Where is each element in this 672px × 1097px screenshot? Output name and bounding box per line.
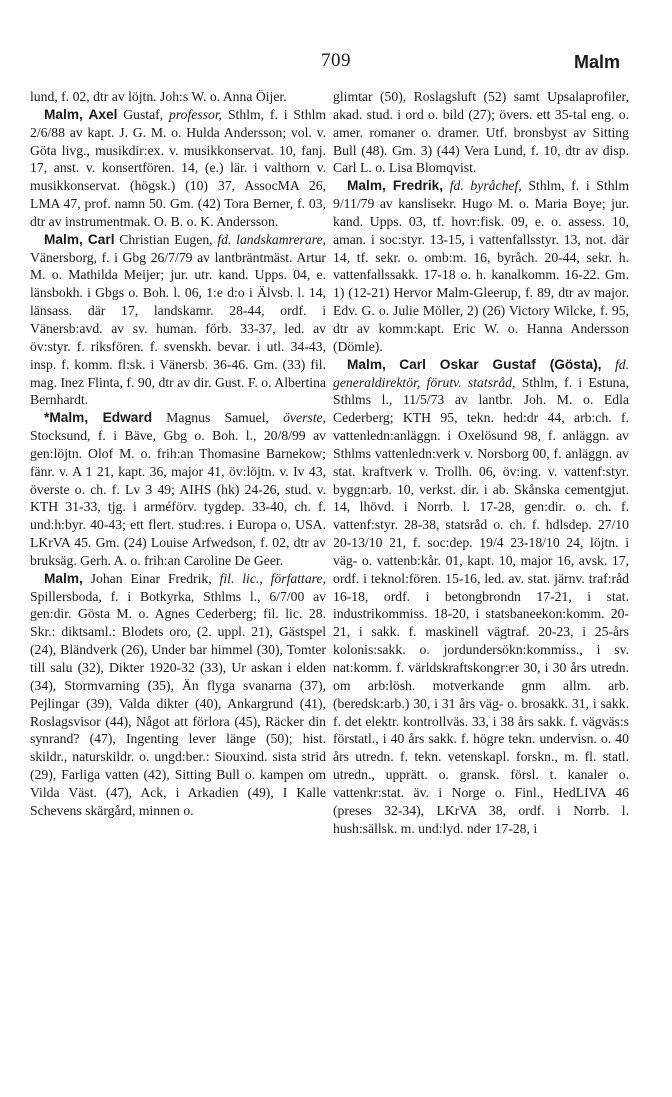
entry-text: Vänersborg, f. i Gbg 26/7/79 av lantbräntmäst. Artur M. o. Mathilda Meijer; jur. utr. kand. Upps. 04, e. länsbokh. i Gbgs o. Boh. l. 06, 1:e d:o i Älvsb. l. 14, länsass. där 17, landskamr. 28-44, ordf. i Vänersb:avd. av sv. human. förb. 33-37, led. av öv:styr. f. riksfören. f. svenskh. bevar. i utl. 34-43, insp. f. komm. fl:sk. i Vänersb. 36-46. Gm. (33) fil. mag. Inez Flinta, f. 90, dtr av dir. Gust. F. o. Albertina Bernhardt. — [30, 249, 326, 408]
entry-malm-edward — [30, 409, 326, 570]
entry-occupation: fd. byråchef, — [449, 178, 522, 194]
entry-name: Malm, Axel — [44, 106, 118, 122]
entry-malm-axel — [30, 106, 326, 231]
entry-text: Stocksund, f. i Bäve, Gbg o. Boh. l., 20/8/99 av gen:löjtn. Olof M. o. frih:an Thomasine Barnekow; fänr. v. A 1 21, kapt. 36, major 41, öv:löjtn. v. Iv 43, överste o. ch. f. Lv 3 49; AIHS (hk) 24-26, stud. v. KTH 31-33, tjg. i arméförv. tygdep. 33-40, ch. f. und:h:byr. 40-43; ett flert. stud:res. i Europa o. USA. LKrVA 45. Gm. (24) Louise Arfwedson, f. 02, dtr av bruksäg. Gerh. A. o. frih:an Caroline De Geer. — [30, 428, 326, 568]
entry-given-names: Christian Eugen, — [119, 231, 213, 247]
entry-malm-einar — [30, 570, 326, 820]
entry-name: Malm, — [347, 356, 386, 372]
entry-occupation: fd. generaldirektör, förutv. statsråd, — [333, 356, 630, 390]
entry-text: Sthlm, f. i Estuna, Sthlms l., 11/5/73 av lantbr. Joh. M. o. Edla Cederberg; KTH 95, tekn. hed:dr 44, arb:ch. f. vattenledn:anläggn. i Oxelösund 98, f. anläggn. av Sthlms vattenledn:verk v. Norsborg 00, f. anläggn. av stat. kraftverk v. Trollh. 06, öv:ing. v. vattenf:styr. byggn:arb. 10, verkst. dir. i ab. Skånska cementgjut. 14, lhövd. i Norrb. l. 17-28, gen:dir. o. ch. f. vattenf:styr. 28-38, statsråd o. ch. f. hdlsdep. 27/10 20-13/10 21, f. soc:dep. 19/4 23-18/10 24, löjtn. i väg- o. vattenb:kår. 01, kapt. 10, major 16, avsk. 17, ordf. i teknol:fören. 15-16, led. av. stat. järnv. traf:råd 16-18, ordf. i betongbrondn 17-21, i stat. industrikommiss. 18-20, i statsbaneekon:komm. 20-21, i sakk. f. maskinell vägtraf. 20-23, i 25-års kolonis:sakk. o. jordundersökn:kommiss., i sv. nat:komm. f. världskraftskongr:er 30, i 30 års utredn. om arb:lösh. motverkande gnm allm. arb. (beredsk:arb.) 30, i 31 års väg- o. brosakk. 31, i sakk. f. det elektr. kontrollväs. 33, i 38 års sakk. f. vägväs:s förstatl., i 40 års sakk. f. högre tekn. undervisn. o. 40 års utredn. f. tekn. vetenskapl. forskn., m. fl. statl. utredn., upprätt. o. gransk. försl. t. kanaler o. vattenkr:stat. äv. i Norge o. Finl., HedLIVA 46 (preses 32-34), LKrVA 38, ordf. i Norrb. l. hush:sällsk. m. und:lyd. nder 17-28, i — [333, 374, 630, 836]
entry-malm-gosta — [333, 356, 629, 838]
entry-occupation: överste, — [283, 410, 327, 426]
entry-occupation: fd. landskamrerare, — [217, 231, 327, 247]
entry-text: Spillersboda, f. i Botkyrka, Sthlms l., 6/7/00 av gen:dir. Gösta M. o. Agnes Cederberg; fil. lic. 28. Skr.: diktsaml.: Blodets oro, (2. uppl. 21), Gästspel (24), Bländverk (26), Under bar himmel (30), Tomter till salu (32), Dikter 1920-32 (33), Ur askan i elden (34), Stormvarning (35), Än flyga svanarna (37), Pejlingar (39), Valda dikter (40), Ankargrund (41), Roslagsvisor (44), Något att förlora (45), Räcker din synrand? (47), Ingenting lever länge (50); hist. skildr., naturskildr. o. ungd:ber.: Siouxind. sista strid (29), Farliga vatten (42), Sitting Bull o. kampen om Vilda Väst. (47), Ack, i Arkadien (49), I Kalle Schevens skärgård, minnen o. — [30, 588, 326, 818]
left-column — [30, 88, 326, 820]
running-head: Malm — [573, 52, 620, 72]
entry-name: Malm, Carl — [44, 231, 115, 247]
entry-text: Sthlm, f. i Sthlm 2/6/88 av kapt. J. G. M. o. Hulda Andersson; vol. v. Göta livg., musikdir:ex. v. musikkonservat. 10, fanj. 17, anst. v. konsertfören. 14, (e.) lär. i valthorn v. musikkonservat. (högsk.) (10) 37, AssocMA 26, LMA 47, prof. namn 50. Gm. (42) Tora Berner, f. 03, dtr av instrumentmak. O. B. o. K. Andersson. — [30, 106, 327, 229]
right-column — [333, 88, 629, 837]
entry-occupation: professor, — [168, 106, 223, 122]
entry-text: Sthlm, f. i Sthlm 9/11/79 av kanslisekr. Hugo M. o. Maria Boye; jur. kand. Upps. 03, tf. hovr:fisk. 09, e. o. assess. 10, aman. i soc:styr. 13-15, i vattenfallsstyr. 13, not. där 14, tf. sekr. o. omb:m. 16, byråch. 20-44, sekr. h. vattenfallssakk. 17-18 o. h. kanalkomm. 16-22. Gm. 1) (12-21) Hervor Malm-Gleerup, f. 89, dtr av major. Edv. G. o. Julie Möller, 2) (26) Victory Wilcke, f. 95, dtr av komm:kapt. Eric W. o. Hanna Andersson (Dömle). — [333, 178, 629, 354]
entry-name: Malm, Fredrik, — [347, 178, 444, 194]
entry-malm-fredrik — [333, 177, 629, 355]
entry-name: *Malm, Edward — [44, 410, 153, 426]
entry-given-names: Gustaf, — [123, 106, 164, 122]
entry-text: glimtar (50), Roslagsluft (52) samt Upsalaprofiler, akad. stud. i ord o. bild (27); övers. ett 35-tal eng. o. amer. romaner o. dramer. Utf. bronsbyst av Sitting Bull (48). Gm. 3) (44) Vera Lund, f. 10, dtr av disp. Carl L. o. Lisa Blomqvist. — [333, 89, 629, 176]
entry-given-names: Magnus Samuel, — [166, 410, 269, 426]
entry-given-names: Carl Oskar Gustaf (Gösta), — [399, 356, 602, 372]
entry-given-names: Johan Einar Fredrik, — [90, 570, 212, 586]
entry-malm-carl — [30, 231, 326, 409]
entry-continuation — [333, 88, 629, 177]
entry-continuation — [30, 88, 326, 106]
page-header — [0, 50, 672, 80]
entry-occupation: fil. lic., författare, — [219, 570, 326, 586]
entry-name: Malm, — [44, 570, 83, 586]
page-number: 709 — [321, 50, 351, 71]
entry-text: lund, f. 02, dtr av löjtn. Joh:s W. o. Anna Öijer. — [30, 89, 287, 104]
